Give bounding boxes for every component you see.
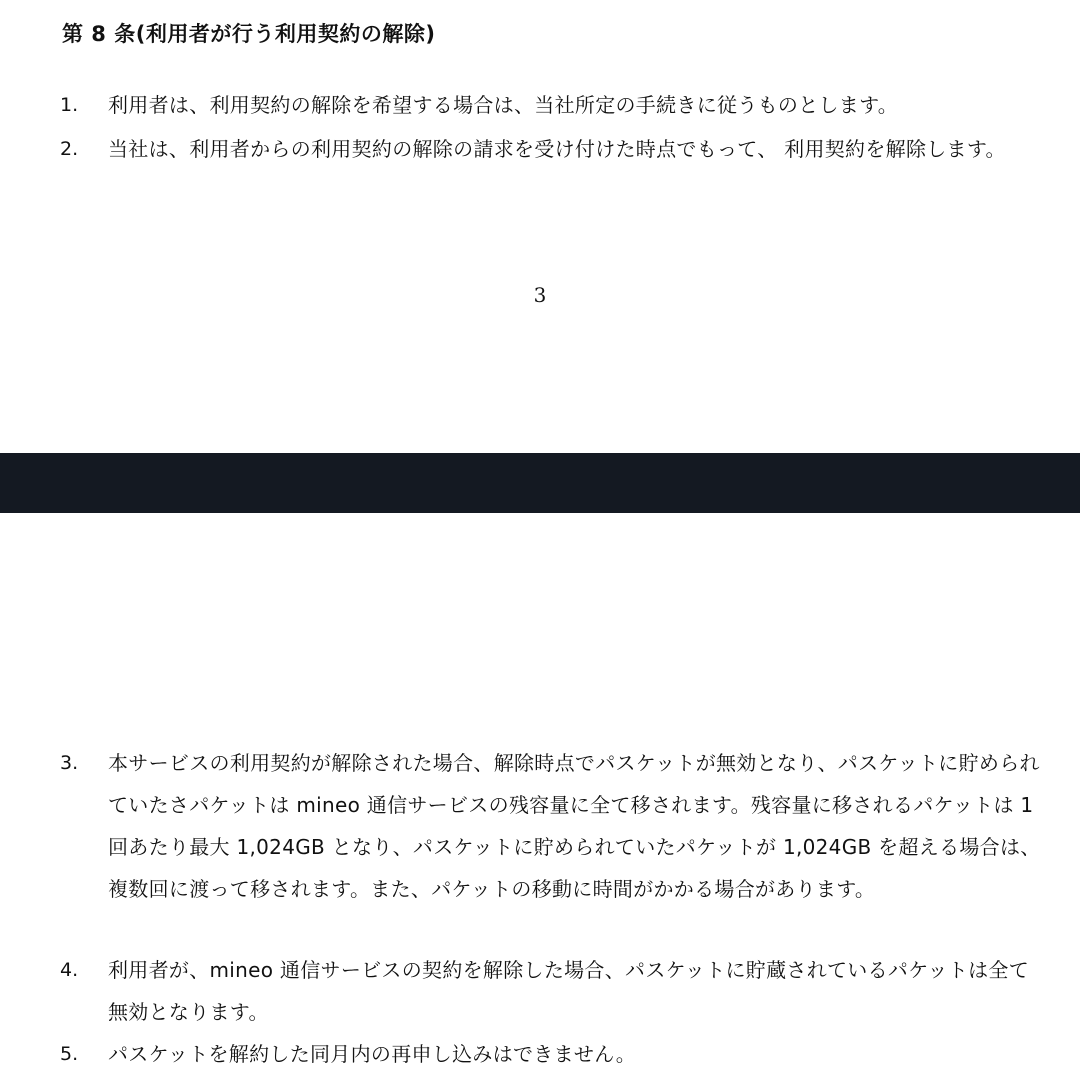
item-text: 利用者が、mineo 通信サービスの契約を解除した場合、パスケットに貯蔵されているパケットは全て無効となります。	[108, 958, 1030, 1024]
document-page-lower	[0, 513, 1080, 1080]
item-text: パスケットを解約した同月内の再申し込みはできません。	[108, 1042, 636, 1066]
item-text: 当社は、利用者からの利用契約の解除の請求を受け付けた時点でもって、 利用契約を解除します。	[108, 137, 1006, 161]
item-number: 1.	[60, 94, 79, 116]
item-number: 4.	[60, 959, 79, 981]
item-number: 5.	[60, 1043, 79, 1065]
item-text: 本サービスの利用契約が解除された場合、解除時点でパスケットが無効となり、パスケットに貯められていたさパケットは mineo 通信サービスの残容量に全て移されます。残容量に移されるパケットは 1 回あたり最大 1,024GB となり、パスケットに貯められていたパケットが 1,024GB を超える場合は、複数回に渡って移されます。また、パケットの移動に時間がかかる場合があります。	[108, 751, 1041, 901]
page-number: 3	[533, 283, 547, 307]
item-number: 2.	[60, 138, 79, 160]
item-number: 3.	[60, 752, 79, 774]
item-text: 利用者は、利用契約の解除を希望する場合は、当社所定の手続きに従うものとします。	[108, 93, 899, 117]
page-divider	[0, 453, 1080, 513]
document-page-upper	[0, 0, 1080, 453]
article-heading: 第 8 条(利用者が行う利用契約の解除)	[62, 22, 436, 46]
